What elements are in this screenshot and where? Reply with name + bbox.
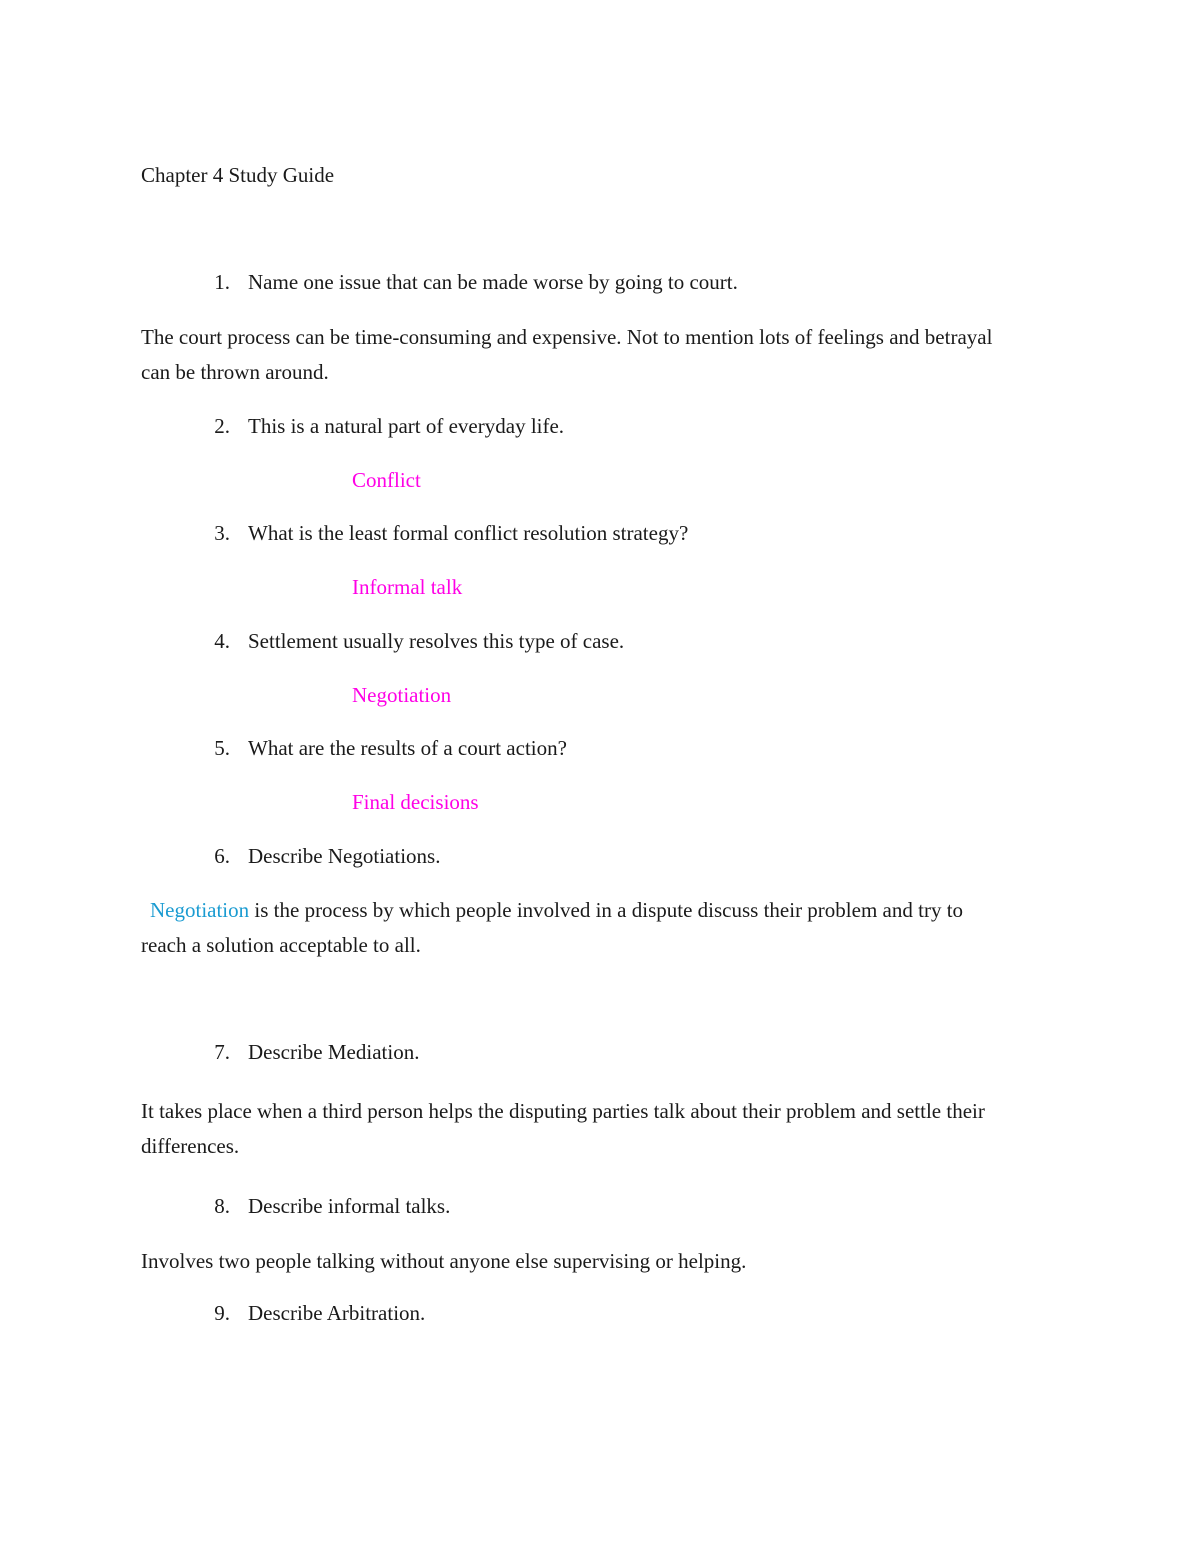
- question-text: Name one issue that can be made worse by going to court.: [248, 270, 738, 294]
- answer-8: Involves two people talking without anyone else supervising or helping.: [141, 1249, 747, 1273]
- question-number: 6.: [214, 844, 230, 868]
- answer-7-line-1: It takes place when a third person helps the disputing parties talk about their problem and settle their: [141, 1099, 985, 1123]
- answer-1-line-2: can be thrown around.: [141, 360, 329, 384]
- answer-6-line-2: reach a solution acceptable to all.: [141, 933, 421, 957]
- answer-6-line-1-text: is the process by which people involved in a dispute discuss their problem and try to: [249, 898, 964, 922]
- answer-1-line-1: The court process can be time-consuming and expensive. Not to mention lots of feelings and betrayal: [141, 325, 993, 349]
- question-text: Describe Negotiations.: [248, 844, 441, 868]
- question-number: 2.: [214, 414, 230, 438]
- negotiation-term: Negotiation: [150, 898, 250, 922]
- answer-7-line-2: differences.: [141, 1134, 240, 1158]
- question-number: 5.: [214, 736, 230, 760]
- answer-4: Negotiation: [352, 683, 452, 707]
- answer-6-line-1: [150, 893, 963, 927]
- question-text: Describe Mediation.: [248, 1040, 420, 1064]
- question-number: 3.: [214, 521, 230, 545]
- answer-3: Informal talk: [352, 575, 463, 599]
- question-number: 4.: [214, 629, 230, 653]
- question-number: 1.: [214, 270, 230, 294]
- question-text: Settlement usually resolves this type of case.: [248, 629, 625, 653]
- document-title: Chapter 4 Study Guide: [141, 163, 335, 187]
- question-text: Describe informal talks.: [248, 1194, 451, 1218]
- question-text: Describe Arbitration.: [248, 1301, 426, 1325]
- question-number: 7.: [214, 1040, 230, 1064]
- question-number: 9.: [214, 1301, 230, 1325]
- answer-2: Conflict: [352, 468, 421, 492]
- question-text: What are the results of a court action?: [248, 736, 567, 760]
- question-text: What is the least formal conflict resolution strategy?: [248, 521, 689, 545]
- question-number: 8.: [214, 1194, 230, 1218]
- question-text: This is a natural part of everyday life.: [248, 414, 565, 438]
- answer-5: Final decisions: [352, 790, 479, 814]
